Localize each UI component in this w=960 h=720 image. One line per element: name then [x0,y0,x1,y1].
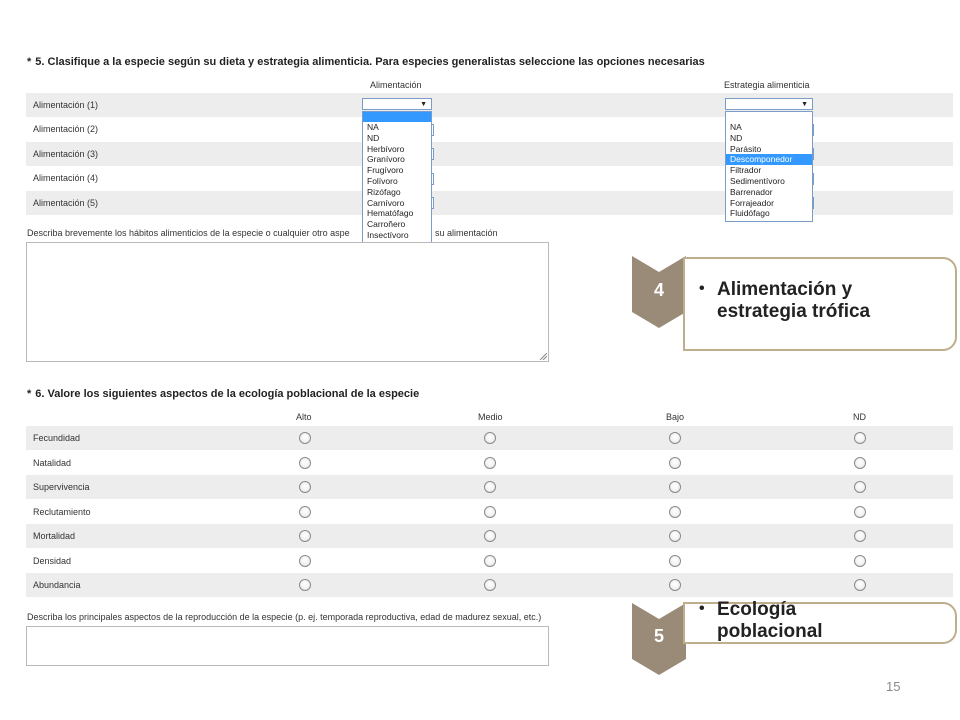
q5-row-label: Alimentación (2) [33,124,99,134]
chevron-down-icon: ▼ [801,101,808,108]
q5-title [27,56,705,68]
q5-row-label: Alimentación (5) [33,198,99,208]
dropdown-option[interactable]: Carnívoro [367,197,405,208]
dropdown-option[interactable]: Granívoro [367,154,405,165]
q5-text-label-end: su alimentación [435,228,498,238]
alimentacion-select-1[interactable] [362,98,432,110]
bullet: • [699,280,705,297]
q5-title-text: 5. Clasifique a la especie según su dieta y estrategia alimenticia. Para especies generalistas seleccione las opciones necesarias [35,56,705,68]
col-header-medio: Medio [478,412,503,422]
radio-medio[interactable] [484,506,496,518]
dropdown-option[interactable]: Hematófago [367,208,414,219]
radio-nd[interactable] [854,432,866,444]
radio-alto[interactable] [299,457,311,469]
callout-5-line1: Ecología [717,599,797,620]
q6-row-label: Mortalidad [33,531,76,541]
dropdown-option[interactable]: Fluidófago [730,208,770,219]
dropdown-option[interactable]: Rizófago [367,186,401,197]
radio-bajo[interactable] [669,481,681,493]
radio-medio[interactable] [484,530,496,542]
dropdown-option[interactable]: Insectívoro [367,229,409,240]
radio-bajo[interactable] [669,530,681,542]
q6-title-text: 6. Valore los siguientes aspectos de la ecología poblacional de la especie [35,388,420,400]
callout-4-line2: estrategia trófica [717,301,871,322]
radio-nd[interactable] [854,457,866,469]
chevron-down-icon: ▼ [420,101,427,108]
dropdown-option[interactable]: NA [730,122,742,132]
dropdown-option[interactable]: ND [730,132,743,143]
dropdown-option[interactable]: Frugívoro [367,165,404,176]
radio-medio[interactable] [484,555,496,567]
dropdown-option-blank[interactable] [726,112,812,122]
q6-row-label: Reclutamiento [33,506,91,517]
dropdown-option[interactable]: Filtrador [730,165,762,176]
callout-5-text [699,599,823,643]
dropdown-option-blank[interactable] [363,112,431,122]
radio-medio[interactable] [484,457,496,469]
q6-text-label: Describa los principales aspectos de la reproducción de la especie (p. ej. temporada reproductiva, edad de madurez sexual, etc.) [27,612,542,622]
q5-row-label: Alimentación (1) [33,100,99,110]
q6-row-label: Densidad [33,555,72,566]
callout-4-text [699,279,871,323]
q5-row-1 [26,93,953,117]
dropdown-option[interactable]: Descomponedor [726,154,812,165]
q6-title [27,388,419,400]
dropdown-option[interactable]: NA [367,122,379,132]
radio-nd[interactable] [854,555,866,567]
callout-5-line2: poblacional [717,621,823,642]
bullet: • [699,600,705,617]
q5-description-textarea[interactable] [26,242,549,362]
callout-5-number: 5 [653,626,664,646]
q6-row-label: Abundancia [33,580,81,590]
radio-alto[interactable] [299,481,311,493]
radio-bajo[interactable] [669,555,681,567]
required-star: * [27,388,32,400]
dropdown-option[interactable]: Folívoro [367,175,398,186]
estrategia-select-1[interactable] [725,98,813,110]
required-star: * [27,56,32,68]
radio-alto[interactable] [299,432,311,444]
radio-alto[interactable] [299,530,311,542]
col-header-estrategia: Estrategia alimenticia [724,80,810,90]
q6-description-textarea[interactable] [26,626,549,666]
col-header-alto: Alto [296,412,312,422]
radio-nd[interactable] [854,530,866,542]
radio-bajo[interactable] [669,579,681,591]
q6-row-label: Natalidad [33,457,72,468]
callout-4-line1: Alimentación y [717,279,853,300]
estrategia-dropdown-list[interactable] [725,111,813,222]
radio-alto[interactable] [299,506,311,518]
q6-row-label: Fecundidad [33,433,81,443]
dropdown-option[interactable]: Parásito [730,143,762,154]
radio-bajo[interactable] [669,457,681,469]
dropdown-option[interactable]: ND [367,132,380,143]
dropdown-option[interactable]: Carroñero [367,219,406,230]
radio-medio[interactable] [484,579,496,591]
dropdown-option[interactable]: Sedimentívoro [730,175,785,186]
dropdown-option[interactable]: Barrenador [730,186,773,197]
dropdown-option[interactable]: Herbívoro [367,143,405,154]
q5-row-label: Alimentación (4) [33,173,99,183]
col-header-nd: ND [853,412,866,422]
radio-medio[interactable] [484,481,496,493]
radio-bajo[interactable] [669,506,681,518]
col-header-bajo: Bajo [666,412,685,422]
resize-grip-icon[interactable] [540,353,547,360]
page-number: 15 [886,679,901,694]
radio-alto[interactable] [299,555,311,567]
q5-text-label: Describa brevemente los hábitos alimenticios de la especie o cualquier otro aspe [27,228,350,238]
callout-4-number: 4 [653,280,664,300]
col-header-alimentacion: Alimentación [370,80,422,90]
q5-row-label: Alimentación (3) [33,149,99,159]
radio-nd[interactable] [854,579,866,591]
radio-medio[interactable] [484,432,496,444]
q6-row-label: Supervivencia [33,482,90,492]
radio-nd[interactable] [854,481,866,493]
radio-alto[interactable] [299,579,311,591]
dropdown-option[interactable]: Forrajeador [730,197,774,208]
radio-nd[interactable] [854,506,866,518]
radio-bajo[interactable] [669,432,681,444]
